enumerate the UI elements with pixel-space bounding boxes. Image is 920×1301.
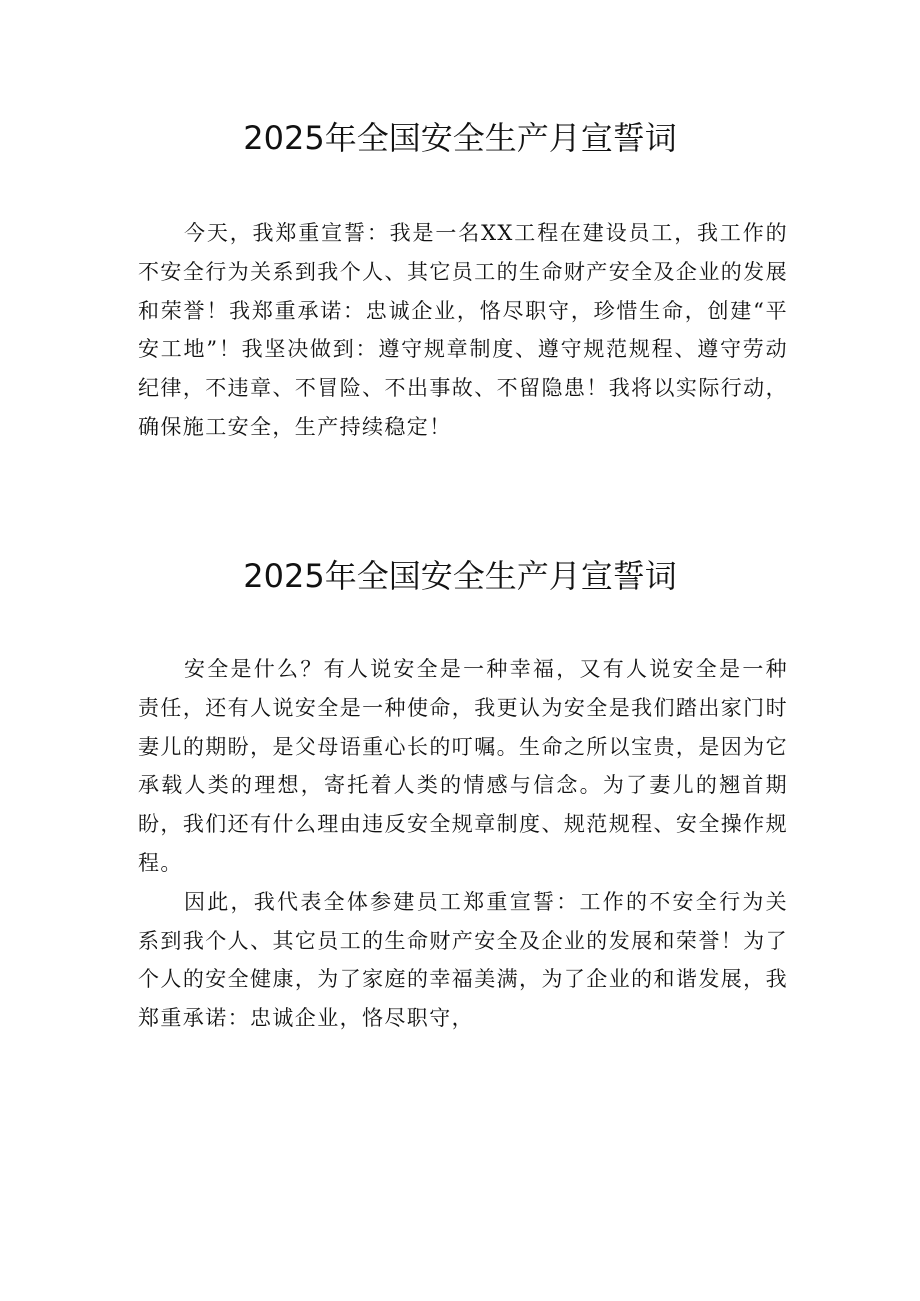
section-1-title: 2025年全国安全生产月宣誓词: [243, 119, 677, 157]
section-2-paragraph-1: 安全是什么？有人说安全是一种幸福，又有人说安全是一种责任，还有人说安全是一种使命，我更认为安全是我们踏出家门时妻儿的期盼，是父母语重心长的叮嘱。生命之所以宝贵，是因为它承载人类的理想，寄托着人类的情感与信念。为了妻儿的翘首期盼，我们还有什么理由违反安全规章制度、规范规程、安全操作规程。: [138, 657, 788, 875]
section-1-body: [138, 214, 788, 447]
section-1-paragraph-1: 今天，我郑重宣誓：我是一名XX工程在建设员工，我工作的不安全行为关系到我个人、其它员工的生命财产安全及企业的发展和荣誉！我郑重承诺：忠诚企业，恪尽职守，珍惜生命，创建“平安工地”！我坚决做到：遵守规章制度、遵守规范规程、遵守劳动纪律，不违章、不冒险、不出事故、不留隐患！我将以实际行动，确保施工安全，生产持续稳定！: [138, 221, 788, 439]
section-2-title: 2025年全国安全生产月宣誓词: [243, 557, 677, 595]
section-2-body: [138, 650, 788, 1038]
section-2-paragraph-2: 因此，我代表全体参建员工郑重宣誓：工作的不安全行为关系到我个人、其它员工的生命财产安全及企业的发展和荣誉！为了个人的安全健康，为了家庭的幸福美满，为了企业的和谐发展，我郑重承诺：忠诚企业，恪尽职守，: [138, 889, 788, 1031]
